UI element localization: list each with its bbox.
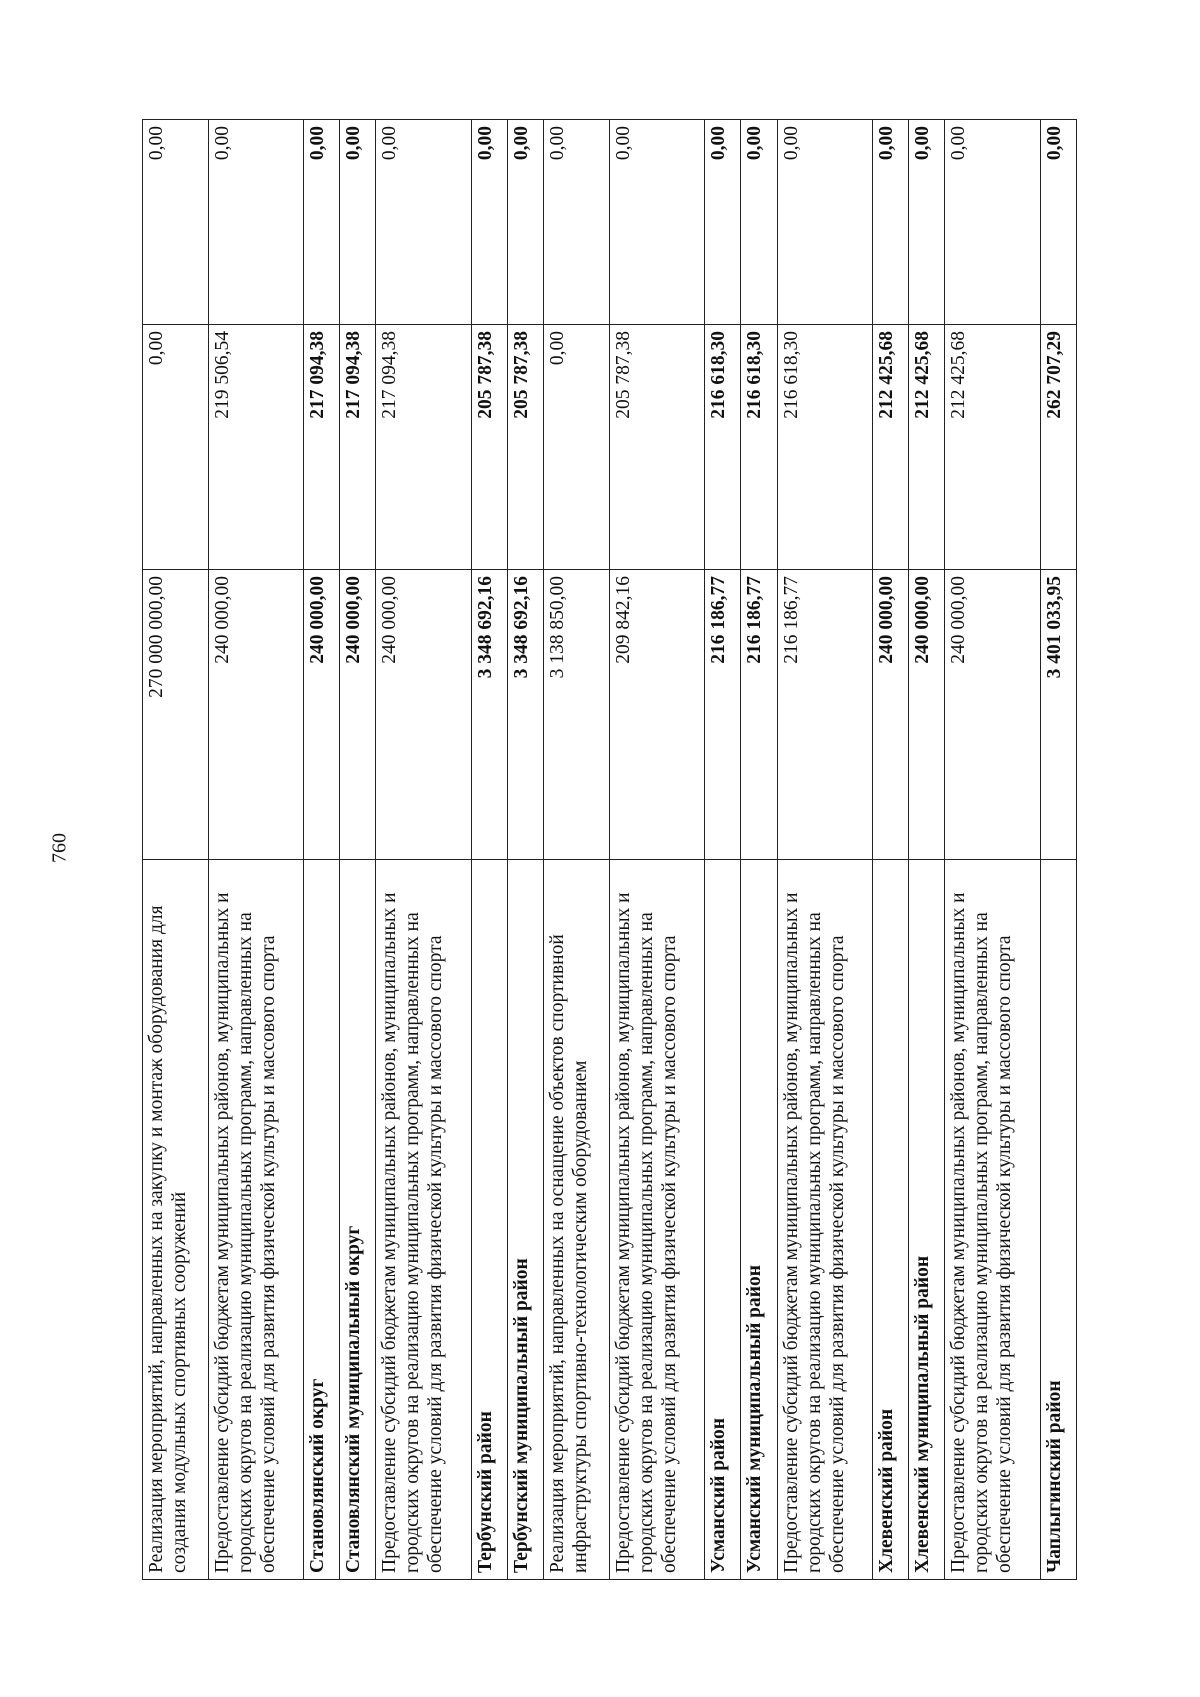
value-cell-1: 216 186,77 (777, 570, 872, 860)
value-cell-3: 0,00 (909, 120, 945, 325)
value-cell-2: 0,00 (143, 325, 209, 570)
value-cell-1: 240 000,00 (376, 570, 471, 860)
row-name-cell: Чаплыгинский район (1040, 860, 1076, 1580)
table-row (873, 120, 909, 1580)
value-cell-1: 240 000,00 (208, 570, 303, 860)
value-cell-1: 240 000,00 (304, 570, 340, 860)
value-cell-3: 0,00 (1040, 120, 1076, 325)
budget-table-body (143, 120, 1077, 1580)
value-cell-3: 0,00 (945, 120, 1040, 325)
value-cell-2: 205 787,38 (471, 325, 507, 570)
table-row (143, 120, 209, 1580)
value-cell-3: 0,00 (304, 120, 340, 325)
value-cell-2: 216 618,30 (741, 325, 777, 570)
value-cell-1: 3 138 850,00 (544, 570, 610, 860)
value-cell-1: 3 401 033,95 (1040, 570, 1076, 860)
table-row (508, 120, 544, 1580)
value-cell-3: 0,00 (340, 120, 376, 325)
value-cell-3: 0,00 (208, 120, 303, 325)
value-cell-1: 240 000,00 (909, 570, 945, 860)
value-cell-2: 212 425,68 (945, 325, 1040, 570)
table-row (304, 120, 340, 1580)
value-cell-3: 0,00 (508, 120, 544, 325)
value-cell-1: 270 000 000,00 (143, 570, 209, 860)
value-cell-3: 0,00 (741, 120, 777, 325)
value-cell-2: 216 618,30 (777, 325, 872, 570)
table-row (909, 120, 945, 1580)
value-cell-1: 216 186,77 (741, 570, 777, 860)
table-row (208, 120, 303, 1580)
row-name-cell: Предоставление субсидий бюджетам муниципальных районов, муниципальных и городских округов на реализацию муниципальных программ, направленных на обеспечение условий для развития физической культуры и массового спорта (945, 860, 1040, 1580)
value-cell-2: 212 425,68 (873, 325, 909, 570)
value-cell-2: 217 094,38 (376, 325, 471, 570)
row-name-cell: Усманский район (705, 860, 741, 1580)
value-cell-2: 219 506,54 (208, 325, 303, 570)
row-name-cell: Становлянский муниципальный округ (340, 860, 376, 1580)
value-cell-1: 3 348 692,16 (471, 570, 507, 860)
value-cell-3: 0,00 (471, 120, 507, 325)
table-row (340, 120, 376, 1580)
row-name-cell: Предоставление субсидий бюджетам муниципальных районов, муниципальных и городских округов на реализацию муниципальных программ, направленных на обеспечение условий для развития физической культуры и массового спорта (376, 860, 471, 1580)
row-name-cell: Предоставление субсидий бюджетам муниципальных районов, муниципальных и городских округов на реализацию муниципальных программ, направленных на обеспечение условий для развития физической культуры и массового спорта (208, 860, 303, 1580)
value-cell-2: 217 094,38 (304, 325, 340, 570)
value-cell-3: 0,00 (376, 120, 471, 325)
value-cell-3: 0,00 (705, 120, 741, 325)
value-cell-1: 216 186,77 (705, 570, 741, 860)
value-cell-2: 212 425,68 (909, 325, 945, 570)
value-cell-2: 216 618,30 (705, 325, 741, 570)
value-cell-2: 217 094,38 (340, 325, 376, 570)
table-row (777, 120, 872, 1580)
value-cell-1: 240 000,00 (945, 570, 1040, 860)
value-cell-3: 0,00 (609, 120, 704, 325)
row-name-cell: Реализация мероприятий, направленных на закупку и монтаж оборудования для создания модульных спортивных сооружений (143, 860, 209, 1580)
budget-table (142, 119, 1077, 1580)
row-name-cell: Хлевенский муниципальный район (909, 860, 945, 1580)
row-name-cell: Усманский муниципальный район (741, 860, 777, 1580)
value-cell-3: 0,00 (873, 120, 909, 325)
table-row (705, 120, 741, 1580)
row-name-cell: Тербунский муниципальный район (508, 860, 544, 1580)
value-cell-1: 240 000,00 (873, 570, 909, 860)
rotated-table-container (142, 120, 1077, 1580)
table-row (544, 120, 610, 1580)
row-name-cell: Реализация мероприятий, направленных на оснащение объектов спортивной инфраструктуры спортивно-технологическим оборудованием (544, 860, 610, 1580)
value-cell-1: 3 348 692,16 (508, 570, 544, 860)
value-cell-2: 205 787,38 (508, 325, 544, 570)
value-cell-3: 0,00 (777, 120, 872, 325)
page-number: 760 (48, 833, 71, 863)
value-cell-1: 240 000,00 (340, 570, 376, 860)
value-cell-2: 262 707,29 (1040, 325, 1076, 570)
value-cell-2: 0,00 (544, 325, 610, 570)
table-row (376, 120, 471, 1580)
table-row (945, 120, 1040, 1580)
value-cell-3: 0,00 (544, 120, 610, 325)
row-name-cell: Предоставление субсидий бюджетам муниципальных районов, муниципальных и городских округов на реализацию муниципальных программ, направленных на обеспечение условий для развития физической культуры и массового спорта (609, 860, 704, 1580)
row-name-cell: Хлевенский район (873, 860, 909, 1580)
value-cell-2: 205 787,38 (609, 325, 704, 570)
row-name-cell: Тербунский район (471, 860, 507, 1580)
table-row (741, 120, 777, 1580)
table-row (609, 120, 704, 1580)
value-cell-3: 0,00 (143, 120, 209, 325)
row-name-cell: Предоставление субсидий бюджетам муниципальных районов, муниципальных и городских округов на реализацию муниципальных программ, направленных на обеспечение условий для развития физической культуры и массового спорта (777, 860, 872, 1580)
table-row (1040, 120, 1076, 1580)
value-cell-1: 209 842,16 (609, 570, 704, 860)
row-name-cell: Становлянский округ (304, 860, 340, 1580)
table-row (471, 120, 507, 1580)
